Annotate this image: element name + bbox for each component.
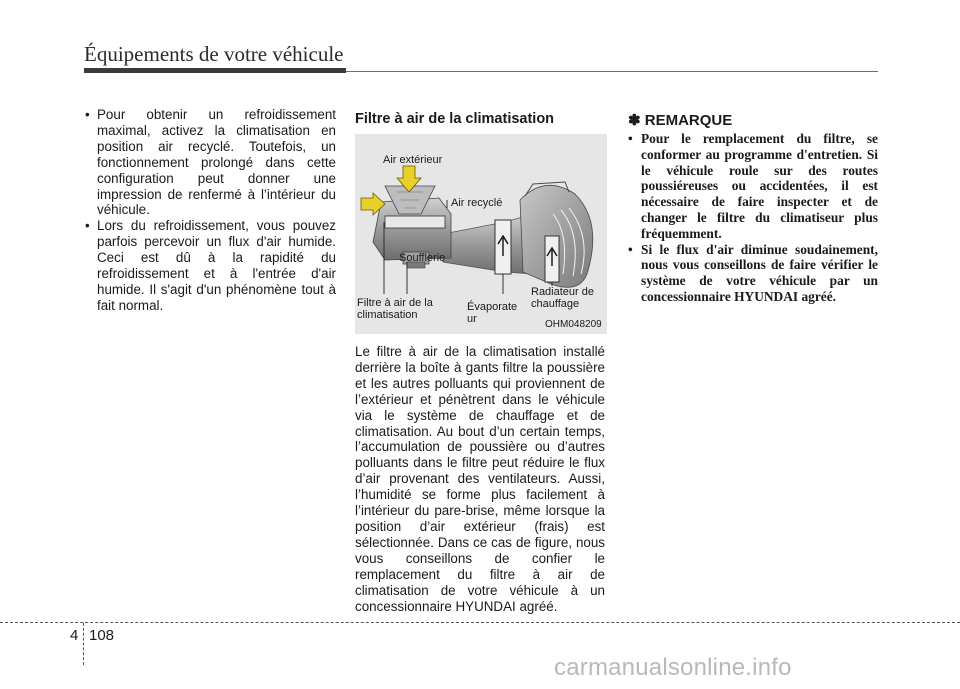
header-rule-thin xyxy=(346,71,878,72)
list-item: • Pour le remplacement du filtre, se conformer au programme d'entretien. Si le véhicule roule sur des routes poussiéreuses ou accidentées, il est nécessaire de faire inspecter et de changer le filtre du climatiseur plus fréquemment. xyxy=(628,131,878,242)
label-outside-air: Air extérieur xyxy=(383,154,443,166)
tips-list xyxy=(84,107,336,314)
header-rule-thick xyxy=(84,68,346,73)
label-recirculated-air: Air recyclé xyxy=(451,197,503,209)
page-header-title: Équipements de votre véhicule xyxy=(84,42,344,66)
watermark-text: carmanualsonline.info xyxy=(554,654,792,681)
column-3 xyxy=(628,131,878,305)
label-cabin-filter: Filtre à air de la climatisation xyxy=(357,297,433,321)
chapter-number: 4 xyxy=(70,627,79,644)
figure-code: OHM048209 xyxy=(545,319,602,330)
list-item: • Si le flux d'air diminue soudainement, nous vous conseillons de faire vérifier le système de votre véhicule par un concessionnaire HYUNDAI agréé. xyxy=(628,242,878,305)
remark-list xyxy=(628,131,878,305)
page-number: 108 xyxy=(89,627,115,644)
column-1 xyxy=(84,107,336,314)
remark-heading: ✽ REMARQUE xyxy=(628,112,733,129)
list-item: • Pour obtenir un refroidissement maximal, activez la climatisation en position air recyclé. Toutefois, un fonctionnement prolongé dans cette configuration peut donner une impression de renfermé à l’intérieur du véhicule. xyxy=(84,107,336,218)
list-item: • Lors du refroidissement, vous pouvez parfois percevoir un flux d'air humide. Ceci est dû à la rapidité du refroidissement et à l'entrée d'air humide. Il s'agit d'un phénomène tout à fait normal. xyxy=(84,218,336,313)
footer-rule xyxy=(0,622,960,623)
section-heading-filter: Filtre à air de la climatisation xyxy=(355,111,555,127)
label-evaporator: Évaporate ur xyxy=(467,301,518,325)
air-filter-diagram xyxy=(355,134,607,334)
footer-divider xyxy=(83,623,84,665)
filter-description: Le filtre à air de la climatisation installé derrière la boîte à gants filtre la poussière et les autres polluants qui proviennent de l’extérieur et pénètrent dans le véhicule via le système de chauffage et de climatisation. Au bout d’un certain temps, l’accumulation de poussière ou d’autres polluants dans le filtre peut réduire le flux d’air provenant des ventilateurs. Aussi, l’humidité se forme plus facilement à l’intérieur du pare-brise, même lorsque la position d’air extérieur (frais) est sélectionnée. Dans ce cas de figure, nous vous conseillons de confier le remplacement du filtre à air de climatisation de votre véhicule à un concessionnaire HYUNDAI agréé. xyxy=(355,344,605,614)
label-blower: Soufflerie xyxy=(399,252,446,264)
label-heater-core: Radiateur de chauffage xyxy=(531,286,594,310)
